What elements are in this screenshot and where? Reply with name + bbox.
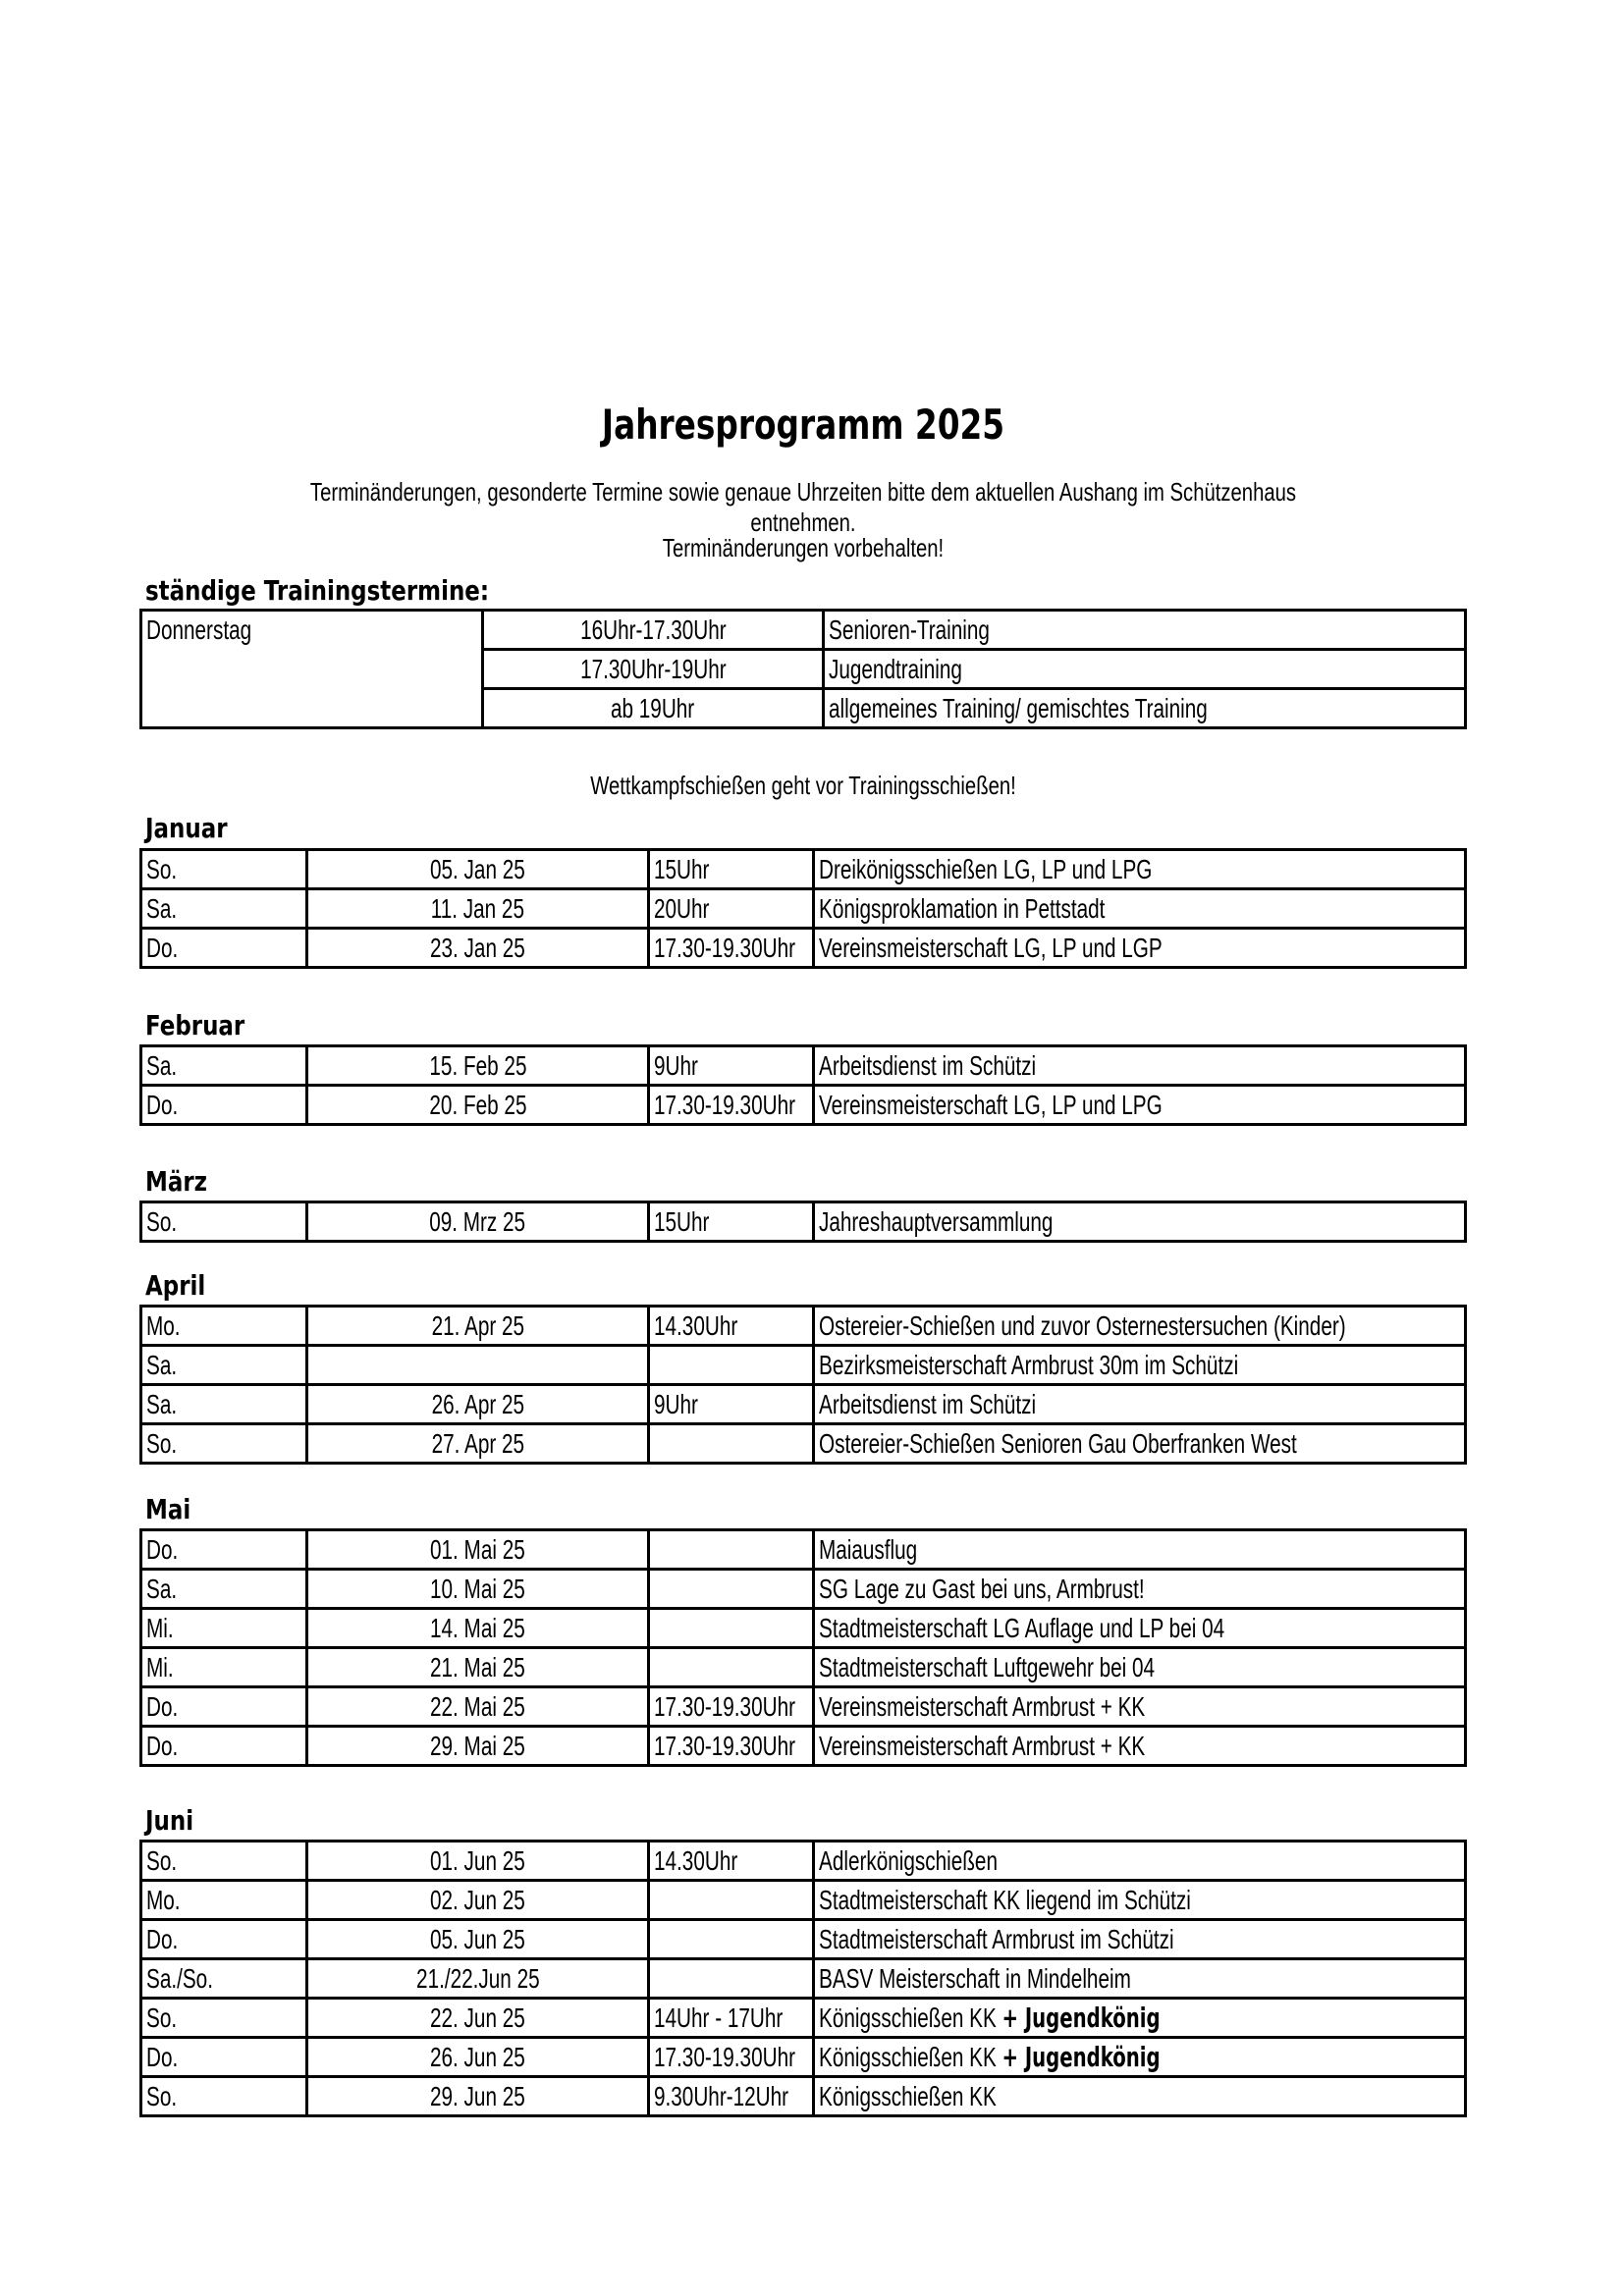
training-desc-cell: allgemeines Training/ gemischtes Training xyxy=(824,689,1466,728)
event-time: 17.30-19.30Uhr xyxy=(649,929,814,968)
event-description: Stadtmeisterschaft Luftgewehr bei 04 xyxy=(814,1648,1466,1687)
event-description: Arbeitsdienst im Schützi xyxy=(814,1046,1466,1086)
event-day: Mi. xyxy=(141,1609,307,1648)
event-description: BASV Meisterschaft in Mindelheim xyxy=(814,1959,1466,1999)
month-table xyxy=(139,848,1467,969)
event-date: 14. Mai 25 xyxy=(307,1609,649,1648)
event-date: 29. Mai 25 xyxy=(307,1727,649,1766)
event-date: 20. Feb 25 xyxy=(307,1086,649,1125)
event-day: Do. xyxy=(141,1727,307,1766)
event-day: Do. xyxy=(141,1920,307,1959)
event-date: 22. Mai 25 xyxy=(307,1687,649,1727)
event-description: Bezirksmeisterschaft Armbrust 30m im Schützi xyxy=(814,1346,1466,1385)
bold-highlight: + Jugendkönig xyxy=(1001,2041,1161,2073)
month-heading: Januar xyxy=(145,812,228,844)
event-time xyxy=(649,1570,814,1609)
month-table xyxy=(139,1528,1467,1767)
priority-note: Wettkampfschießen geht vor Trainingsschießen! xyxy=(590,771,1016,800)
training-desc-cell: Senioren-Training xyxy=(824,611,1466,650)
event-date: 01. Mai 25 xyxy=(307,1530,649,1570)
event-time: 9.30Uhr-12Uhr xyxy=(649,2077,814,2116)
training-time-cell: 17.30Uhr-19Uhr xyxy=(483,650,824,689)
table-row xyxy=(141,1202,1466,1242)
event-date: 22. Jun 25 xyxy=(307,1999,649,2038)
event-date: 05. Jun 25 xyxy=(307,1920,649,1959)
training-heading: ständige Trainingstermine: xyxy=(145,574,490,607)
event-description: Stadtmeisterschaft KK liegend im Schützi xyxy=(814,1881,1466,1920)
event-description: Ostereier-Schießen Senioren Gau Oberfranken West xyxy=(814,1424,1466,1464)
event-date: 01. Jun 25 xyxy=(307,1842,649,1881)
event-date: 15. Feb 25 xyxy=(307,1046,649,1086)
event-day: Sa./So. xyxy=(141,1959,307,1999)
month-heading: April xyxy=(145,1269,206,1302)
event-day: Do. xyxy=(141,1687,307,1727)
training-day-cell: Donnerstag xyxy=(141,611,483,728)
table-row xyxy=(141,889,1466,929)
event-day: Mi. xyxy=(141,1648,307,1687)
table-row xyxy=(141,1727,1466,1766)
event-day: So. xyxy=(141,1424,307,1464)
event-time xyxy=(649,1609,814,1648)
event-description: Dreikönigsschießen LG, LP und LPG xyxy=(814,850,1466,889)
month-heading: Juni xyxy=(145,1804,194,1837)
month-table xyxy=(139,1840,1467,2117)
event-description: SG Lage zu Gast bei uns, Armbrust! xyxy=(814,1570,1466,1609)
table-row xyxy=(141,1570,1466,1609)
table-row xyxy=(141,850,1466,889)
event-date: 10. Mai 25 xyxy=(307,1570,649,1609)
training-table xyxy=(139,609,1467,729)
event-time xyxy=(649,1530,814,1570)
table-row xyxy=(141,1086,1466,1125)
event-date: 26. Jun 25 xyxy=(307,2038,649,2077)
table-row xyxy=(141,1687,1466,1727)
event-day: So. xyxy=(141,2077,307,2116)
event-description: Adlerkönigschießen xyxy=(814,1842,1466,1881)
event-time xyxy=(649,1346,814,1385)
event-day: Sa. xyxy=(141,1570,307,1609)
table-row xyxy=(141,1999,1466,2038)
training-desc-cell: Jugendtraining xyxy=(824,650,1466,689)
event-description: Stadtmeisterschaft LG Auflage und LP bei 04 xyxy=(814,1609,1466,1648)
training-time-cell: 16Uhr-17.30Uhr xyxy=(483,611,824,650)
table-row xyxy=(141,1609,1466,1648)
event-day: Mo. xyxy=(141,1881,307,1920)
event-day: Do. xyxy=(141,1530,307,1570)
event-day: Sa. xyxy=(141,1046,307,1086)
event-day: So. xyxy=(141,1999,307,2038)
event-time xyxy=(649,1959,814,1999)
event-day: Do. xyxy=(141,1086,307,1125)
event-date: 26. Apr 25 xyxy=(307,1385,649,1424)
event-description: Vereinsmeisterschaft LG, LP und LGP xyxy=(814,929,1466,968)
event-day: Sa. xyxy=(141,1346,307,1385)
event-time: 14.30Uhr xyxy=(649,1307,814,1346)
event-time xyxy=(649,1648,814,1687)
event-date: 29. Jun 25 xyxy=(307,2077,649,2116)
event-date: 21. Mai 25 xyxy=(307,1648,649,1687)
month-table xyxy=(139,1305,1467,1465)
table-row xyxy=(141,2038,1466,2077)
event-time: 17.30-19.30Uhr xyxy=(649,2038,814,2077)
table-row xyxy=(141,1424,1466,1464)
event-date: 02. Jun 25 xyxy=(307,1881,649,1920)
event-time xyxy=(649,1920,814,1959)
event-time: 20Uhr xyxy=(649,889,814,929)
event-day: Sa. xyxy=(141,889,307,929)
bold-highlight: + Jugendkönig xyxy=(1001,2002,1161,2034)
event-day: Sa. xyxy=(141,1385,307,1424)
event-time: 17.30-19.30Uhr xyxy=(649,1687,814,1727)
event-time: 17.30-19.30Uhr xyxy=(649,1086,814,1125)
event-time: 15Uhr xyxy=(649,850,814,889)
table-row xyxy=(141,1881,1466,1920)
event-date: 11. Jan 25 xyxy=(307,889,649,929)
event-time: 15Uhr xyxy=(649,1202,814,1242)
event-date: 27. Apr 25 xyxy=(307,1424,649,1464)
event-description: Maiausflug xyxy=(814,1530,1466,1570)
event-time: 9Uhr xyxy=(649,1046,814,1086)
event-day: So. xyxy=(141,1202,307,1242)
page-title: Jahresprogramm 2025 xyxy=(601,400,1005,449)
event-description: Ostereier-Schießen und zuvor Osternestersuchen (Kinder) xyxy=(814,1307,1466,1346)
table-row xyxy=(141,1307,1466,1346)
event-date: 21./22.Jun 25 xyxy=(307,1959,649,1999)
event-time xyxy=(649,1881,814,1920)
event-description: Jahreshauptversammlung xyxy=(814,1202,1466,1242)
month-table xyxy=(139,1201,1467,1243)
event-time: 17.30-19.30Uhr xyxy=(649,1727,814,1766)
table-row xyxy=(141,611,1466,650)
event-time: 9Uhr xyxy=(649,1385,814,1424)
event-description: Vereinsmeisterschaft Armbrust + KK xyxy=(814,1687,1466,1727)
table-row xyxy=(141,1046,1466,1086)
table-row xyxy=(141,1385,1466,1424)
event-day: Mo. xyxy=(141,1307,307,1346)
event-date xyxy=(307,1346,649,1385)
event-description: Vereinsmeisterschaft Armbrust + KK xyxy=(814,1727,1466,1766)
event-day: Do. xyxy=(141,2038,307,2077)
event-day: So. xyxy=(141,850,307,889)
event-description: Stadtmeisterschaft Armbrust im Schützi xyxy=(814,1920,1466,1959)
table-row xyxy=(141,1842,1466,1881)
event-description: Vereinsmeisterschaft LG, LP und LPG xyxy=(814,1086,1466,1125)
event-time: 14.30Uhr xyxy=(649,1842,814,1881)
table-row xyxy=(141,1920,1466,1959)
table-row xyxy=(141,1530,1466,1570)
event-description: Königsschießen KK + Jugendkönig xyxy=(814,2038,1466,2077)
event-description: Königsschießen KK + Jugendkönig xyxy=(814,1999,1466,2038)
table-row xyxy=(141,1959,1466,1999)
event-description: Königsschießen KK xyxy=(814,2077,1466,2116)
intro-note: Terminänderungen, gesonderte Termine sowie genaue Uhrzeiten bitte dem aktuellen Aushang im Schützenhaus entnehmen. xyxy=(309,477,1297,537)
event-date: 05. Jan 25 xyxy=(307,850,649,889)
table-row xyxy=(141,1346,1466,1385)
event-date: 23. Jan 25 xyxy=(307,929,649,968)
event-date: 21. Apr 25 xyxy=(307,1307,649,1346)
month-heading: März xyxy=(145,1165,208,1198)
table-row xyxy=(141,929,1466,968)
table-row xyxy=(141,2077,1466,2116)
month-table xyxy=(139,1044,1467,1126)
reservation-note: Terminänderungen vorbehalten! xyxy=(662,533,945,562)
event-time: 14Uhr - 17Uhr xyxy=(649,1999,814,2038)
event-date: 09. Mrz 25 xyxy=(307,1202,649,1242)
event-time xyxy=(649,1424,814,1464)
event-day: So. xyxy=(141,1842,307,1881)
month-heading: Februar xyxy=(145,1009,245,1041)
event-description: Arbeitsdienst im Schützi xyxy=(814,1385,1466,1424)
event-description: Königsproklamation in Pettstadt xyxy=(814,889,1466,929)
month-heading: Mai xyxy=(145,1493,191,1525)
table-row xyxy=(141,1648,1466,1687)
training-time-cell: ab 19Uhr xyxy=(483,689,824,728)
event-day: Do. xyxy=(141,929,307,968)
